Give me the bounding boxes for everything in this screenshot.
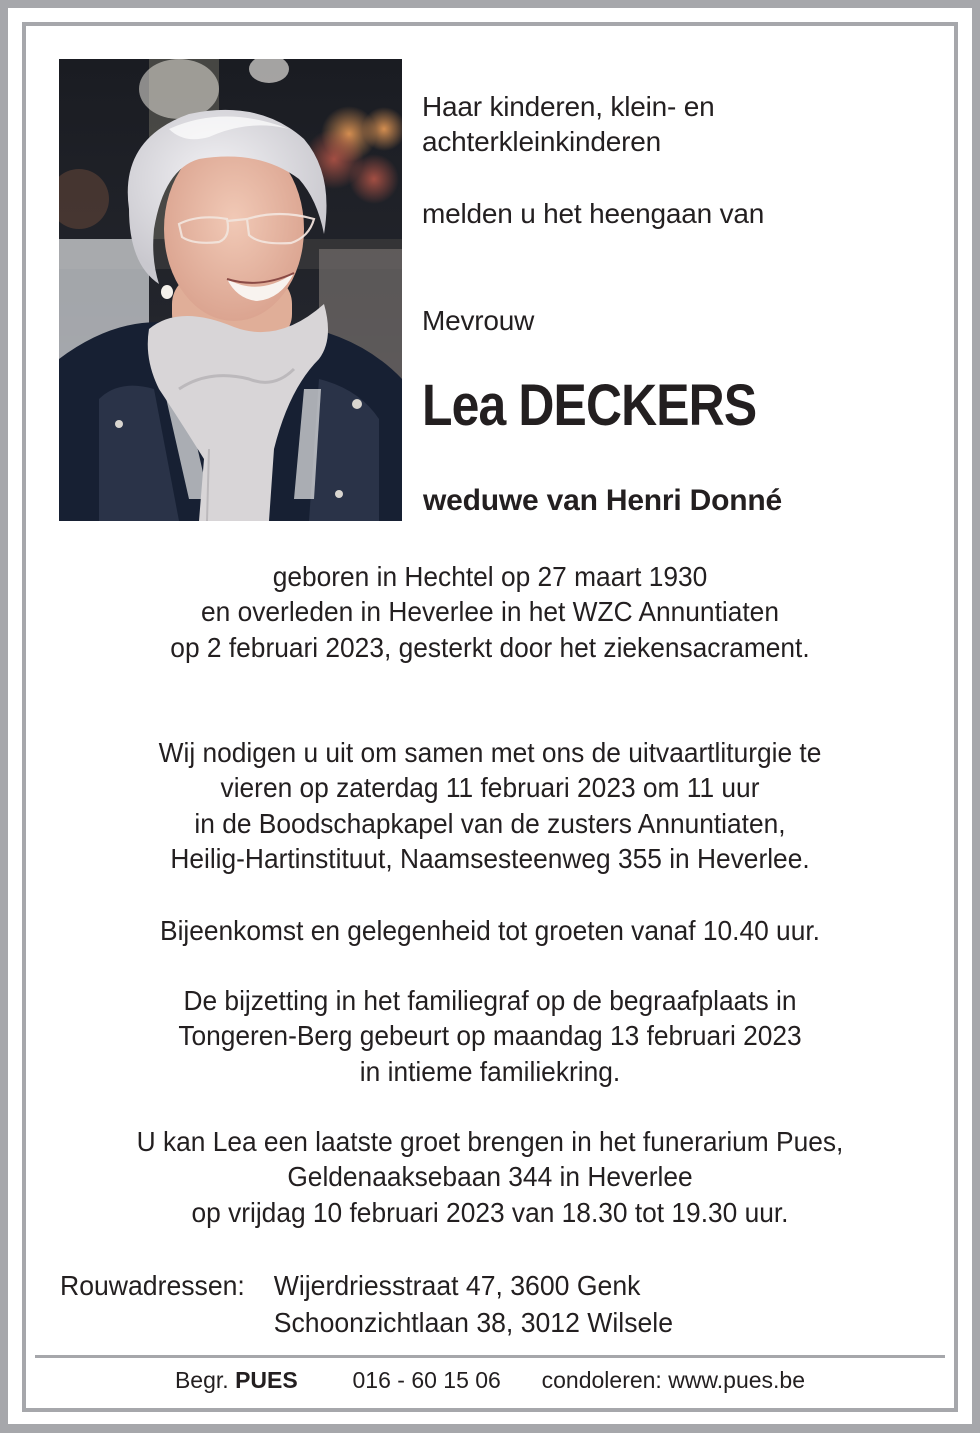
addresses-label: Rouwadressen:: [60, 1270, 245, 1301]
funeral-line: Heilig-Hartinstituut, Naamsesteenweg 355 in Heverlee.: [170, 842, 810, 874]
footer-prefix: Begr.: [174, 1367, 229, 1393]
portrait-illustration: [59, 59, 402, 521]
funeral-line: Wij nodigen u uit om samen met ons de uitvaartliturgie te: [158, 737, 822, 768]
funeral-line: vieren op zaterdag 11 februari 2023 om 11 uur: [220, 772, 760, 804]
funeral-home-footer: [0, 1364, 980, 1396]
life-line: op 2 februari 2023, gesterkt door het ziekensacrament.: [170, 631, 810, 663]
life-details: [67, 559, 913, 665]
burial-info: [67, 983, 913, 1089]
intro-line-1: Haar kinderen, klein- en: [422, 91, 715, 122]
burial-line: Tongeren-Berg gebeurt op maandag 13 februari 2023: [178, 1020, 802, 1052]
funeral-home-phone: 016 - 60 15 06: [352, 1367, 501, 1393]
intro-line-2: achterkleinkinderen: [422, 126, 662, 157]
funeral-line: in de Boodschapkapel van de zusters Annuntiaten,: [194, 807, 786, 839]
life-line: geboren in Hechtel op 27 maart 1930: [272, 561, 708, 592]
address-item: Schoonzichtlaan 38, 3012 Wilsele: [273, 1307, 674, 1338]
honorific-title: Mevrouw: [422, 305, 535, 336]
viewing-line: Geldenaaksebaan 344 in Heverlee: [287, 1161, 693, 1193]
gathering-info: [67, 913, 913, 948]
address-item: Wijerdriesstraat 47, 3600 Genk: [273, 1270, 641, 1301]
mourning-addresses: [60, 1267, 673, 1341]
footer-divider: [35, 1355, 945, 1358]
widow-of-text: weduwe van Henri Donné: [423, 484, 782, 517]
condolences-link[interactable]: condoleren: www.pues.be: [541, 1367, 806, 1393]
burial-line: De bijzetting in het familiegraf op de begraafplaats in: [183, 985, 797, 1016]
funeral-invitation: [67, 735, 913, 876]
viewing-info: [67, 1124, 913, 1230]
addresses-label-spacer: [60, 1304, 274, 1341]
burial-line: in intieme familiekring.: [359, 1055, 621, 1087]
viewing-line: op vrijdag 10 februari 2023 van 18.30 tot 19.30 uur.: [191, 1196, 789, 1228]
deceased-name: Lea DECKERS: [422, 373, 757, 438]
portrait-photo: [59, 59, 402, 521]
viewing-line: U kan Lea een laatste groet brengen in het funerarium Pues,: [136, 1126, 844, 1157]
announcement-text: melden u het heengaan van: [422, 198, 765, 229]
life-line: en overleden in Heverlee in het WZC Annuntiaten: [201, 596, 779, 628]
funeral-home-brand: PUES: [235, 1367, 298, 1393]
gathering-line: Bijeenkomst en gelegenheid tot groeten vanaf 10.40 uur.: [160, 915, 820, 946]
